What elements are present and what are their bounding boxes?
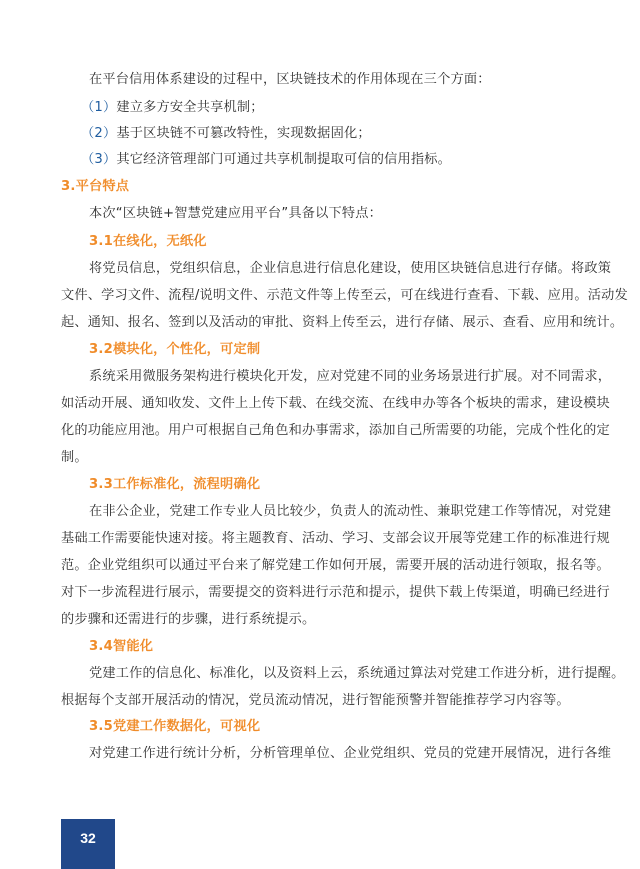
subsection-heading: 3.4智能化 xyxy=(89,639,154,654)
paragraph-line: 对党建工作进行统计分析，分析管理单位、企业党组织、党员的党建开展情况，进行各维 xyxy=(89,746,612,761)
list-item xyxy=(81,98,264,118)
section-heading: 3.平台特点 xyxy=(61,179,130,194)
paragraph-line: 对下一步流程进行展示，需要提交的资料进行示范和提示，提供下载上传渠道，明确已经进行 xyxy=(61,585,610,600)
list-text: 其它经济管理部门可通过共享机制提取可信的信用指标。 xyxy=(116,152,452,167)
list-text: 基于区块链不可篡改特性，实现数据固化； xyxy=(116,126,371,141)
paragraph-line: 的步骤和还需进行的步骤，进行系统提示。 xyxy=(61,612,316,627)
paragraph-line: 文件、学习文件、流程/说明文件、示范文件等上传至云，可在线进行查看、下载、应用。活动发 xyxy=(61,288,628,303)
page-number: 32 xyxy=(80,830,96,846)
paragraph-line: 范。企业党组织可以通过平台来了解党建工作如何开展，需要开展的活动进行领取，报名等。 xyxy=(61,558,610,573)
list-number: （1） xyxy=(81,100,117,115)
paragraph-line: 根据每个支部开展活动的情况，党员流动情况，进行智能预警并智能推荐学习内容等。 xyxy=(61,693,570,708)
subsection-heading: 3.5党建工作数据化，可视化 xyxy=(89,719,261,734)
paragraph-line: 党建工作的信息化、标准化，以及资料上云，系统通过算法对党建工作进分析，进行提醒。 xyxy=(89,666,625,681)
page-number-box xyxy=(61,819,115,869)
paragraph-line: 化的功能应用池。用户可根据自己角色和办事需求，添加自己所需要的功能，完成个性化的定 xyxy=(61,423,610,438)
intro-paragraph: 在平台信用体系建设的过程中，区块链技术的作用体现在三个方面： xyxy=(89,72,491,87)
paragraph-line: 起、通知、报名、签到以及活动的审批、资料上传至云，进行存储、展示、查看、应用和统计。 xyxy=(61,315,624,330)
paragraph-line: 将党员信息，党组织信息，企业信息进行信息化建设，使用区块链信息进行存储。将政策 xyxy=(89,261,612,276)
subsection-heading: 3.1在线化，无纸化 xyxy=(89,234,207,249)
list-item xyxy=(81,124,371,144)
paragraph-line: 制。 xyxy=(61,450,88,465)
paragraph-line: 在非公企业，党建工作专业人员比较少，负责人的流动性、兼职党建工作等情况，对党建 xyxy=(89,504,612,519)
paragraph-line: 系统采用微服务架构进行模块化开发，应对党建不同的业务场景进行扩展。对不同需求， xyxy=(89,369,612,384)
list-number: （2） xyxy=(81,126,117,141)
subsection-heading: 3.2模块化，个性化，可定制 xyxy=(89,342,261,357)
subsection-heading: 3.3工作标准化，流程明确化 xyxy=(89,477,261,492)
paragraph-line: 基础工作需要能快速对接。将主题教育、活动、学习、支部会议开展等党建工作的标准进行规 xyxy=(61,531,610,546)
section-intro: 本次“区块链+智慧党建应用平台”具备以下特点： xyxy=(89,206,383,221)
list-text: 建立多方安全共享机制； xyxy=(116,100,264,115)
list-number: （3） xyxy=(81,152,117,167)
list-item xyxy=(81,150,451,170)
paragraph-line: 如活动开展、通知收发、文件上上传下载、在线交流、在线申办等各个板块的需求，建设模块 xyxy=(61,396,610,411)
